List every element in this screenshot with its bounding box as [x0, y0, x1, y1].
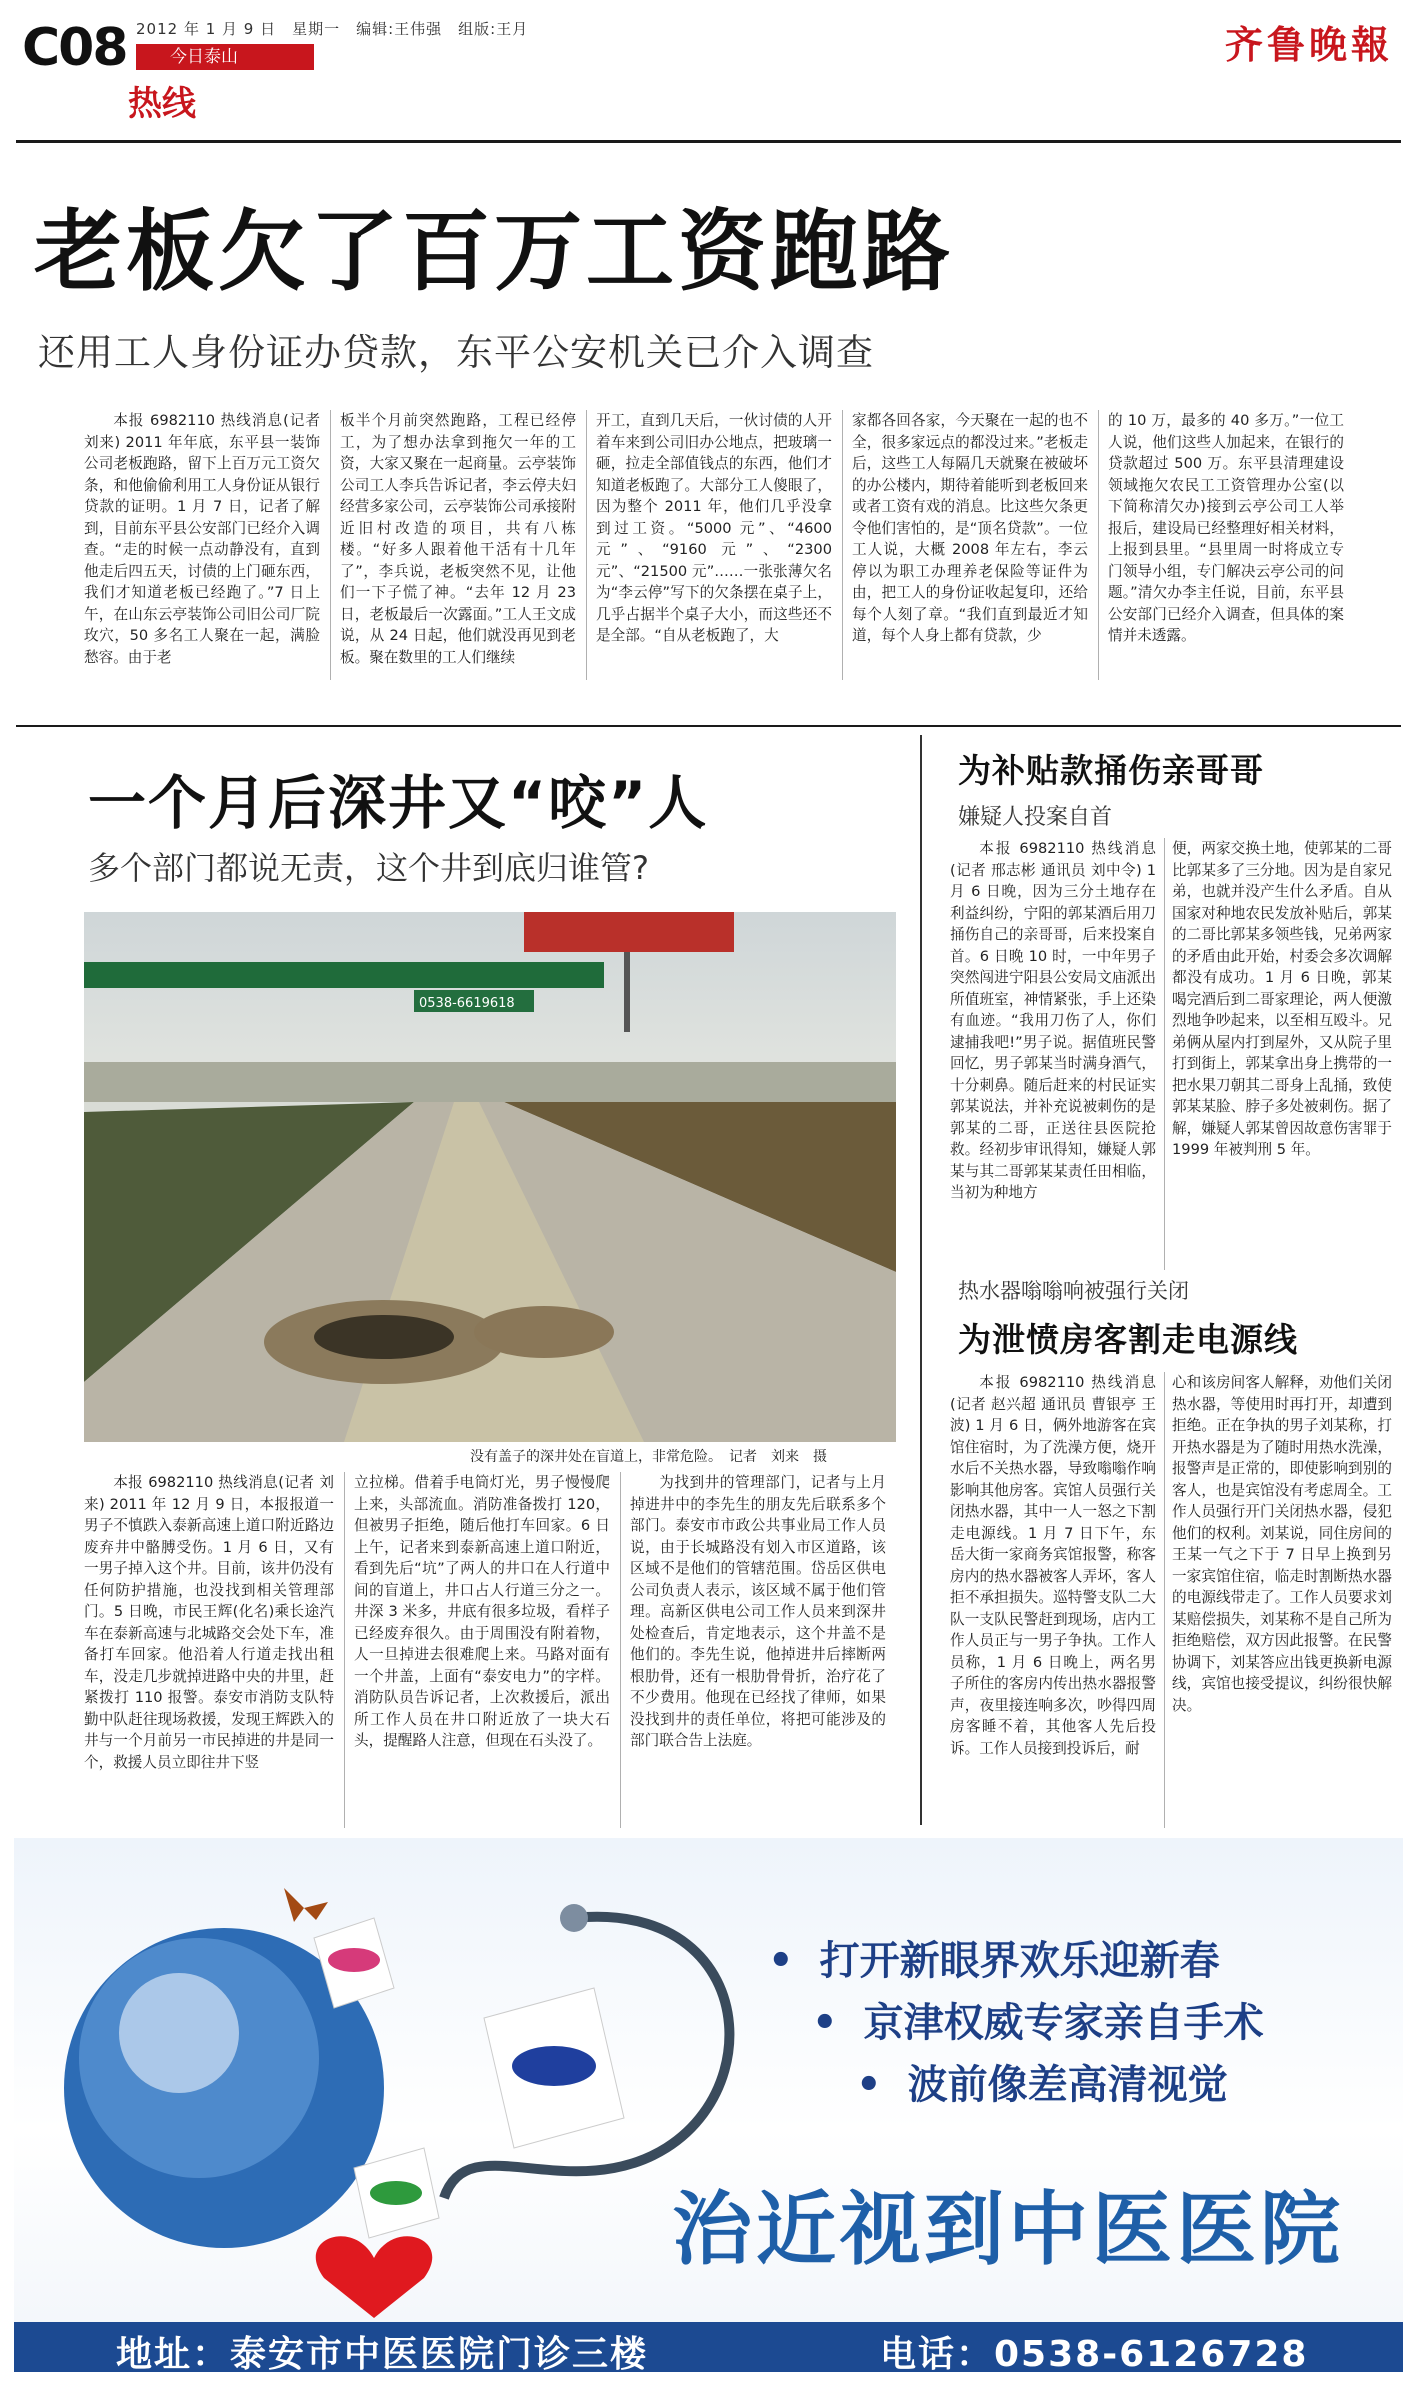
well-column-3: 为找到井的管理部门，记者与上月掉进井中的李先生的朋友先后联系多个部门。泰安市市政公共事业局工作人员说，由于长城路没有划入市区道路，该区域不是他们的管辖范围。岱岳区供电公司负责人表示，该区域不属于他们管理。高新区供电公司工作人员来到深井处检查后，肯定地表示，这个井盖不是他们的。李先生说，他掉进井后摔断两根肋骨，还有一根肋骨骨折，治疗花了不少费用。他现在已经找了律师，如果没找到井的责任单位，将把可能涉及的部门联合告上法庭。: [630, 1474, 886, 1749]
heater-headline: 为泄愤房客割走电源线: [958, 1320, 1298, 1359]
lead-headline: 老板欠了百万工资跑路: [34, 200, 955, 303]
story-divider: [920, 735, 922, 1825]
lead-column-3: 开工，直到几天后，一伙讨债的人开着车来到公司旧办公地点，把玻璃一砸，拉走全部值钱点的东西，他们才知道老板跑了。大部分工人傻眼了，因为整个 2011 年，他们几乎没拿到过工资。“5000 元”、“4600 元”、“9160 元”、“2300 元”、“21500 元”……一张张薄欠名为“李云停”写下的欠条摆在桌子上，几乎占据半个桌子大小，而这些还不是全部。“自从老板跑了，大: [596, 412, 832, 644]
heater-column-1: 本报 6982110 热线消息(记者 赵兴超 通讯员 曹银亭 王波) 1 月 6 日，俩外地游客在宾馆住宿时，为了洗澡方便，烧开水后不关热水器，导致嗡嗡作响影响其他房客。宾馆人员强行关闭热水器，其中一人一怒之下割走电源线。1 月 7 日下午，东岳大街一家商务宾馆报警，称客房内的热水器被客人弄坏，客人拒不承担损失。巡特警支队二大队一支队民警赶到现场，店内工作人员正与一男子争执。工作人员称，1 月 6 日晚上，两名男子所住的客房内传出热水器报警声，夜里接连响多次，吵得四周房客睡不着，其他客人先后投诉。工作人员接到投诉后，耐: [950, 1374, 1156, 1757]
eye-icon: [370, 2181, 422, 2205]
blind-road-photo: [84, 912, 896, 1442]
lead-column-1: 本报 6982110 热线消息(记者 刘来) 2011 年年底，东平县一装饰公司老板跑路，留下上百万元工资欠条，和他偷偷利用工人身份证从银行贷款的证明。1 月 7 日，记者了解到，目前东平县公安部门已经介入调查。“走的时候一点动静没有，直到他走后四五天，讨债的上门砸东西，我们才知道老板已经跑了。”7 日上午，在山东云亭装饰公司旧公司厂院玫穴，50 多名工人聚在一起，满脸愁容。由于老: [84, 412, 320, 666]
ad-title: 治近视到中医医院: [672, 2183, 1344, 2276]
well-subhead: 多个部门都说无责，这个井到底归谁管?: [88, 849, 649, 887]
highway-sign: [84, 962, 604, 988]
header-rule: [16, 140, 1401, 143]
newspaper-logo: 齐鲁晚報: [1224, 22, 1393, 67]
brother-headline: 为补贴款捅伤亲哥哥: [958, 751, 1264, 790]
lead-column-4: 家都各回各家，今天聚在一起的也不全，很多家远点的都没过来。”老板走后，这些工人每隔几天就聚在被破坏的办公楼内，期待着能听到老板回来或者工资有戏的消息。比这些欠条更令他们害怕的，是“顶名贷款”。一位工人说，大概 2008 年左右，李云停以为职工办理养老保险等证件为由，把工人的身份证收起复印，还给每个人刻了章。“我们直到最近才知道，每个人身上都有贷款，少: [852, 412, 1088, 644]
column-divider: [1164, 838, 1165, 1270]
ad-bullet-2: • 京津权威专家亲自手术: [812, 2000, 1264, 2046]
column-divider: [1098, 410, 1099, 680]
sign-phone: 0538-6619618: [419, 996, 515, 1011]
column-title: 热线: [128, 84, 196, 124]
ad-bullet-list: [768, 1930, 1264, 2116]
butterfly-icon: [284, 1888, 328, 1922]
column-divider: [842, 410, 843, 680]
column-divider: [344, 1472, 345, 1828]
column-divider: [330, 410, 331, 680]
ad-address: 地址：泰安市中医医院门诊三楼: [116, 2334, 649, 2375]
brother-column-1: 本报 6982110 热线消息(记者 邢志彬 通讯员 刘中令) 1 月 6 日晚，因为三分土地存在利益纠纷，宁阳的郭某酒后用刀捅伤自己的亲哥哥，后来投案自首。6 日晚 10 时，一中年男子突然闯进宁阳县公安局文庙派出所值班室，神情紧张，手上还染有血迹。“我用刀伤了人，你们逮捕我吧!”男子说。据值班民警回忆，男子郭某当时满身酒气，十分刺鼻。随后赶来的村民证实郭某说法，并补充说被刺伤的是郭某的二哥，正送往县医院抢救。经初步审讯得知，嫌疑人郭某与其二哥郭某某责任田相临，当初为种地方: [950, 840, 1156, 1201]
photo-caption: 没有盖子的深井处在盲道上，非常危险。 记者 刘来 摄: [470, 1449, 827, 1465]
road-well-illustration: [84, 912, 896, 1442]
lead-subhead: 还用工人身份证办贷款，东平公安机关已介入调查: [38, 331, 874, 374]
lead-column-2: 板半个月前突然跑路，工程已经停工，为了想办法拿到拖欠一年的工资，大家又聚在一起商量。云亭装饰公司工人李兵告诉记者，李云停夫妇经营多家公司，云亭装饰公司承接附近旧村改造的项目，共有八栋楼。“好多人跟着他干活有十几年了”，李兵说，老板突然不见，让他们一下子慌了神。“去年 12 月 23 日，老板最后一次露面。”工人王文成说，从 24 日起，他们就没再见到老板。聚在数里的工人们继续: [340, 412, 576, 666]
ad-bullet-3: • 波前像差高清视觉: [856, 2062, 1228, 2108]
issue-meta: 2012 年 1 月 9 日 星期一 编辑:王伟强 组版:王月: [136, 20, 529, 38]
column-divider: [620, 1472, 621, 1828]
column-divider: [586, 410, 587, 680]
heater-column-2: 心和该房间客人解释，劝他们关闭热水器，等使用时再打开，却遭到拒绝。正在争执的男子刘某称，打开热水器是为了随时用热水洗澡，报警声是正常的，即使影响到别的客人，也是宾馆没有考虑周全。工作人员强行开门关闭热水器，侵犯他们的权利。刘某说，同住房间的王某一气之下于 7 日早上换到另一家宾馆住宿，临走时割断热水器的电源线带走了。工作人员要求刘某赔偿损失，刘某称不是自己所为拒绝赔偿，双方因此报警。在民警协调下，刘某答应出钱更换新电源线，宾馆也接受提议，纠纷很快解决。: [1172, 1374, 1392, 1714]
brother-subhead: 嫌疑人投案自首: [958, 805, 1113, 830]
ad-phone: 电话：0538-6126728: [880, 2334, 1309, 2375]
lead-column-5: 的 10 万，最多的 40 多万。”一位工人说，他们这些人加起来，在银行的贷款超过 500 万。东平县清理建设领域拖欠农民工工资管理办公室(以下简称清欠办)接到云亭公司工人举报后，建设局已经整理好相关材料，上报到县里。“县里周一时将成立专门领导小组，专门解决云亭公司的问题。”清欠办李主任说，目前，东平县公安部门已经介入调查，但具体的案情并未透露。: [1108, 412, 1344, 644]
section-rule: [16, 725, 1401, 727]
billboard: [524, 912, 734, 952]
well-column-1: 本报 6982110 热线消息(记者 刘来) 2011 年 12 月 9 日，本报报道一男子不慎跌入泰新高速上道口附近路边废弃井中骼膊受伤。1 月 6 日，又有一男子掉入这个井。目前，该井仍没有任何防护措施，也没找到相关管理部门。5 日晚，市民王辉(化名)乘长途汽车在泰新高速与北城路交会处下车，准备打车回家。他沿着人行道走找出租车，没走几步就掉进路中央的井里，赶紧拨打 110 报警。泰安市消防支队特勤中队赶往现场救援，发现王辉跌入的井与一个月前另一市民掉进的井是同一个，救援人员立即往井下竖: [84, 1474, 334, 1771]
well-column-2: 立拉梯。借着手电筒灯光，男子慢慢爬上来，头部流血。消防准备拨打 120，但被男子拒绝，随后他打车回家。6 日上午，记者来到泰新高速上道口附近，看到先后“坑”了两人的井口在人行道中间的盲道上，井口占人行道三分之一。井深 3 米多，井底有很多垃圾，看样子已经废弃很久。由于周围没有附着物，人一旦掉进去很难爬上来。马路对面有一个井盖，上面有“泰安电力”的字样。消防队员告诉记者，上次救援后，派出所工作人员在井口附近放了一块大石头，提醒路人注意，但现在石头没了。: [354, 1474, 610, 1749]
section-tag: 今日泰山: [136, 44, 314, 70]
heart-icon: [316, 2236, 432, 2318]
eye-icon: [512, 2046, 596, 2086]
column-divider: [1164, 1372, 1165, 1828]
eye-icon: [328, 1948, 380, 1972]
page-number: C08: [22, 18, 127, 78]
well-headline: 一个月后深井又“咬”人: [88, 769, 709, 837]
ad-bullet-1: • 打开新眼界欢乐迎新春: [768, 1938, 1220, 1984]
brother-column-2: 便，两家交换土地，使郭某的二哥比郭某多了三分地。因为是自家兄弟，也就并没产生什么矛盾。自从国家对种地农民发放补贴后，郭某的二哥比郭某多领些钱，兄弟两家的矛盾由此开始，村委会多次调解都没有成功。1 月 6 日晚，郭某喝完酒后到二哥家理论，两人便激烈地争吵起来，以至相互殴斗。兄弟俩从屋内打到屋外，又从院子里打到街上，郭某拿出身上携带的一把水果刀朝其二哥身上乱捅，致使郭某某脸、脖子多处被刺伤。据了解，嫌疑人郭某曾因故意伤害罪于 1999 年被判刑 5 年。: [1172, 840, 1392, 1158]
heater-subhead: 热水器嗡嗡响被强行关闭: [958, 1279, 1189, 1303]
